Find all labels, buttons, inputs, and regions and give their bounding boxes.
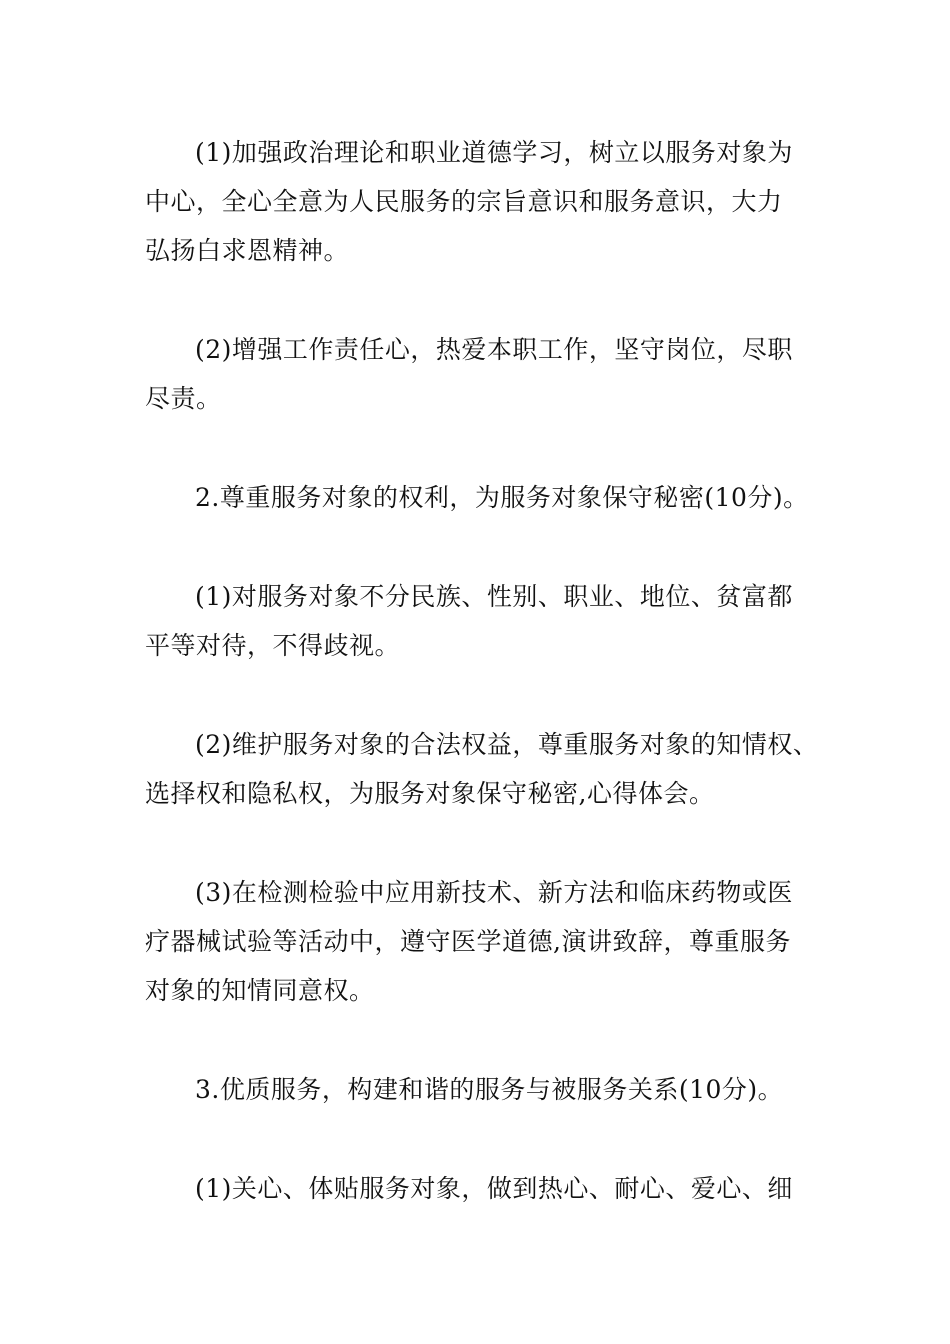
paragraph-line: 中心，全心全意为人民服务的宗旨意识和服务意识，大力 <box>145 187 783 216</box>
paragraph-line: (3)在检测检验中应用新技术、新方法和临床药物或医 <box>195 878 793 907</box>
paragraph-line: (1)加强政治理论和职业道德学习，树立以服务对象为 <box>195 138 793 167</box>
paragraph-1 <box>145 128 810 275</box>
paragraph-line: 选择权和隐私权，为服务对象保守秘密,心得体会。 <box>145 779 715 808</box>
paragraph-line: 3.优质服务，构建和谐的服务与被服务关系(10分)。 <box>195 1075 784 1104</box>
paragraph-line: (1)关心、体贴服务对象，做到热心、耐心、爱心、细 <box>195 1174 793 1203</box>
paragraph-5 <box>145 868 810 1015</box>
paragraph-line: (2)增强工作责任心，热爱本职工作，坚守岗位，尽职 <box>195 335 793 364</box>
paragraph-line: (2)维护服务对象的合法权益，尊重服务对象的知情权、 <box>195 730 819 759</box>
document-body <box>145 128 819 1263</box>
paragraph-line: (1)对服务对象不分民族、性别、职业、地位、贫富都 <box>195 582 793 611</box>
paragraph-line: 疗器械试验等活动中，遵守医学道德,演讲致辞，尊重服务 <box>145 927 791 956</box>
paragraph-line: 弘扬白求恩精神。 <box>145 236 350 265</box>
paragraph-line: 尽责。 <box>145 384 222 413</box>
paragraph-line: 平等对待，不得歧视。 <box>145 631 401 660</box>
paragraph-4 <box>145 720 819 818</box>
section-heading-2 <box>145 473 810 522</box>
paragraph-6 <box>145 1164 810 1213</box>
paragraph-line: 2.尊重服务对象的权利，为服务对象保守秘密(10分)。 <box>195 483 809 512</box>
paragraph-3 <box>145 572 810 670</box>
paragraph-2 <box>145 325 810 423</box>
paragraph-line: 对象的知情同意权。 <box>145 976 375 1005</box>
section-heading-3 <box>145 1065 810 1114</box>
